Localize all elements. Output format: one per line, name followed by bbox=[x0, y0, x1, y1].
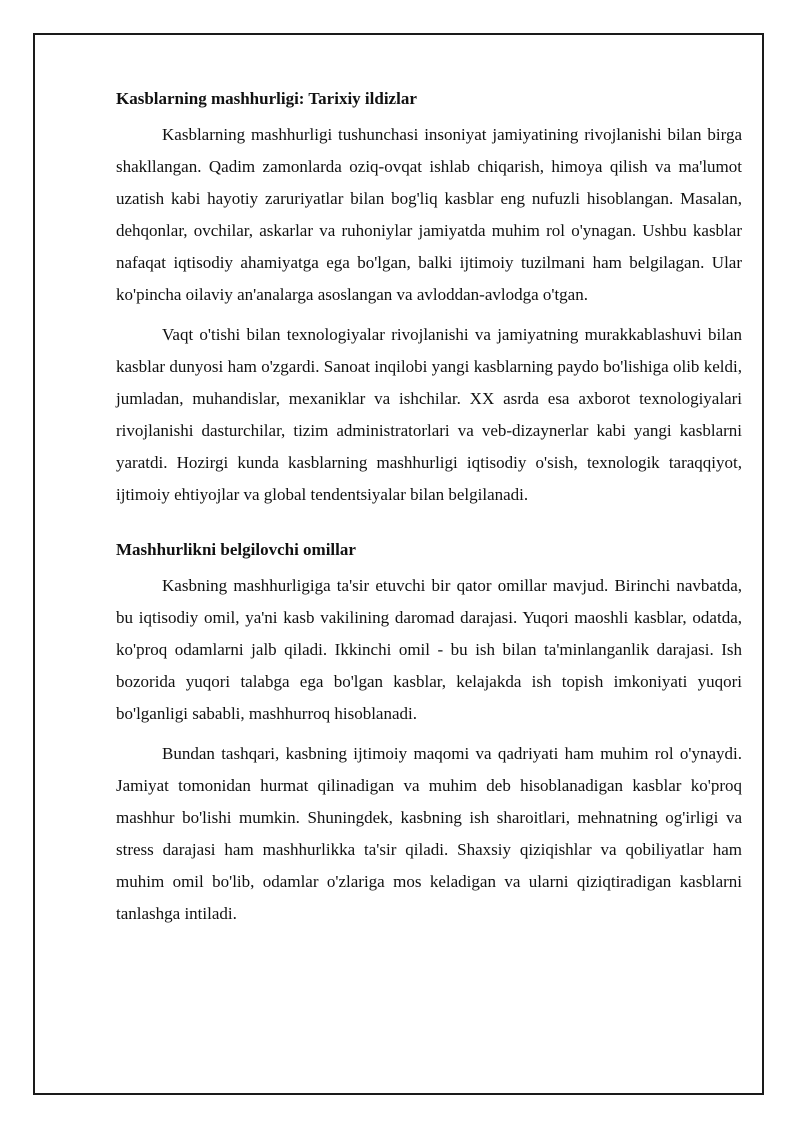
paragraph: Bundan tashqari, kasbning ijtimoiy maqomi va qadriyati ham muhim rol o'ynaydi. Jamiyat tomonidan hurmat qilinadigan va muhim deb hisoblanadigan kasblar ko'proq mashhur bo'lishi mumkin. Shuningdek, kasbning ish sharoitlari, mehnatning og'irligi va stress darajasi ham mashhurlikka ta'sir qiladi. Shaxsiy qiziqishlar va qobiliyatlar ham muhim omil bo'lib, odamlar o'zlariga mos keladigan va ularni qiziqtiradigan kasblarni tanlashga intiladi. bbox=[116, 744, 742, 923]
section-heading-historical-roots: Kasblarning mashhurligi: Tarixiy ildizlar bbox=[116, 89, 417, 108]
section-heading-determining-factors: Mashhurlikni belgilovchi omillar bbox=[116, 540, 356, 559]
document-body bbox=[116, 86, 742, 938]
paragraph: Vaqt o'tishi bilan texnologiyalar rivojlanishi va jamiyatning murakkablashuvi bilan kasblar dunyosi ham o'zgardi. Sanoat inqilobi yangi kasblarning paydo bo'lishiga olib keldi, jumladan, muhandislar, mexaniklar va ishchilar. XX asrda esa axborot texnologiyalari rivojlanishi dasturchilar, tizim administratorlari va veb-dizaynerlar kabi yangi kasblarni yaratdi. Hozirgi kunda kasblarning mashhurligi iqtisodiy o'sish, texnologik taraqqiyot, ijtimoiy ehtiyojlar va global tendentsiyalar bilan belgilanadi. bbox=[116, 325, 742, 504]
paragraph: Kasblarning mashhurligi tushunchasi insoniyat jamiyatining rivojlanishi bilan birga shakllangan. Qadim zamonlarda oziq-ovqat ishlab chiqarish, himoya qilish va ma'lumot uzatish kabi hayotiy zaruriyatlar bilan bog'liq kasblar eng nufuzli hisoblangan. Masalan, dehqonlar, ovchilar, askarlar va ruhoniylar jamiyatda muhim rol o'ynagan. Ushbu kasblar nafaqat iqtisodiy ahamiyatga ega bo'lgan, balki ijtimoiy tuzilmani ham belgilagan. Ular ko'pincha oilaviy an'analarga asoslangan va avloddan-avlodga o'tgan. bbox=[116, 125, 742, 304]
paragraph: Kasbning mashhurligiga ta'sir etuvchi bir qator omillar mavjud. Birinchi navbatda, bu iqtisodiy omil, ya'ni kasb vakilining daromad darajasi. Yuqori maoshli kasblar, odatda, ko'proq odamlarni jalb qiladi. Ikkinchi omil - bu ish bilan ta'minlanganlik darajasi. Ish bozorida yuqori talabga ega bo'lgan kasblar, kelajakda ish topish imkoniyati yuqori bo'lganligi sababli, mashhurroq hisoblanadi. bbox=[116, 576, 742, 723]
